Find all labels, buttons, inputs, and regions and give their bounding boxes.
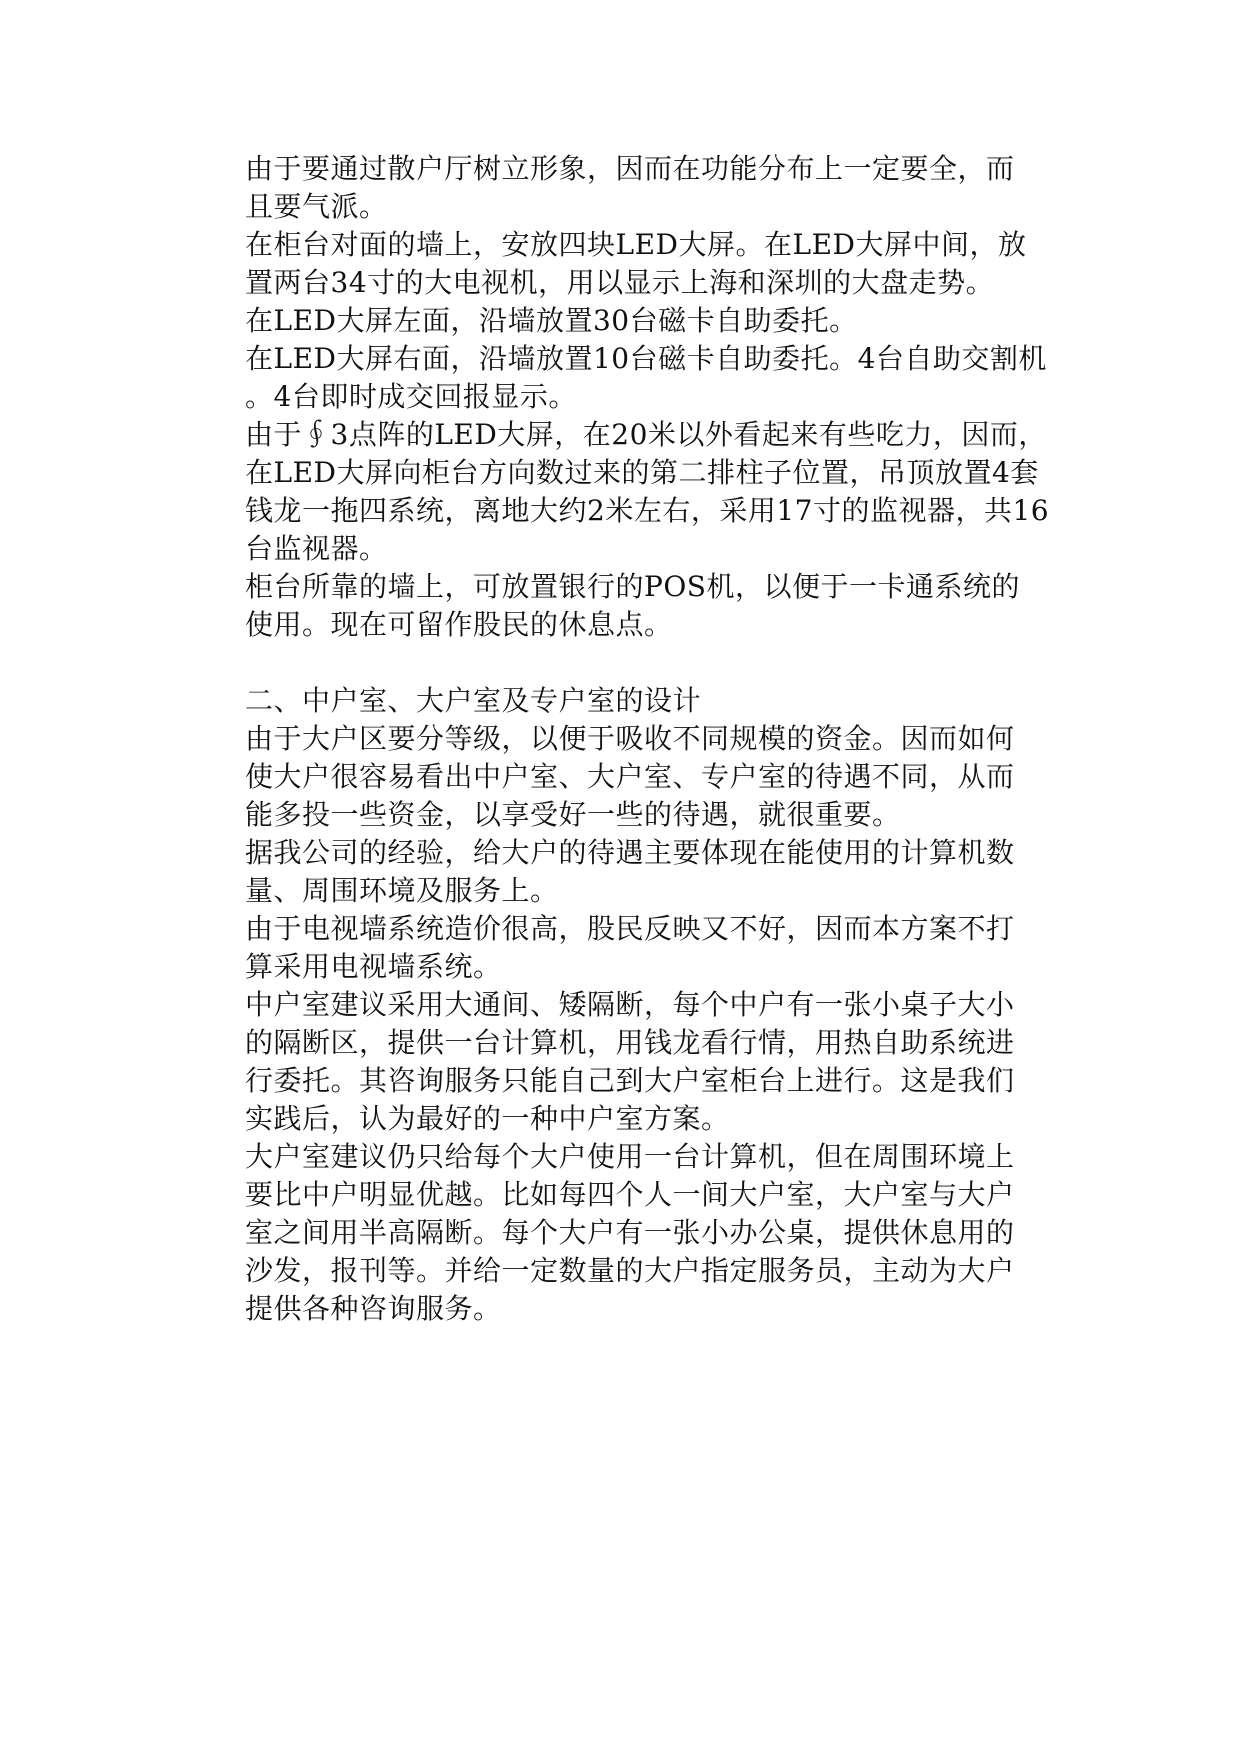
text-line: 能多投一些资金，以享受好一些的待遇，就很重要。: [245, 798, 901, 831]
text-line: 台监视器。: [245, 532, 388, 565]
text-line: 在LED大屏向柜台方向数过来的第二排柱子位置，吊顶放置4套: [245, 456, 1039, 489]
text-line: 由于电视墙系统造价很高，股民反映又不好，因而本方案不打: [245, 912, 1015, 945]
text-line: 大户室建议仍只给每个大户使用一台计算机，但在周围环境上: [245, 1140, 1015, 1173]
text-line: 沙发，报刊等。并给一定数量的大户指定服务员，主动为大户: [245, 1254, 1015, 1287]
text-line: 的隔断区，提供一台计算机，用钱龙看行情，用热自助系统进: [245, 1026, 1015, 1059]
section-heading: 二、中户室、大户室及专户室的设计: [245, 684, 702, 717]
text-line: 且要气派。: [245, 190, 388, 223]
text-line: 。4台即时成交回报显示。: [245, 380, 577, 413]
text-line: 在柜台对面的墙上，安放四块LED大屏。在LED大屏中间，放: [245, 228, 1027, 261]
text-line: 在LED大屏右面，沿墙放置10台磁卡自助委托。4台自助交割机: [245, 342, 1047, 375]
text-line: 据我公司的经验，给大户的待遇主要体现在能使用的计算机数: [245, 836, 1015, 869]
text-line: 在LED大屏左面，沿墙放置30台磁卡自助委托。: [245, 304, 858, 337]
text-line: 算采用电视墙系统。: [245, 950, 502, 983]
text-line: 置两台34寸的大电视机，用以显示上海和深圳的大盘走势。: [245, 266, 995, 299]
text-line: 使大户很容易看出中户室、大户室、专户室的待遇不同，从而: [245, 760, 1015, 793]
text-line: 提供各种咨询服务。: [245, 1292, 502, 1325]
text-line: 使用。现在可留作股民的休息点。: [245, 608, 673, 641]
text-line: 钱龙一拖四系统，离地大约2米左右，采用17寸的监视器，共16: [245, 494, 1050, 527]
text-line: 行委托。其咨询服务只能自己到大户室柜台上进行。这是我们: [245, 1064, 1015, 1097]
text-line: 由于∮3点阵的LED大屏，在20米以外看起来有些吃力，因而，: [245, 418, 1047, 451]
document-body: [245, 150, 1050, 1328]
text-line: 要比中户明显优越。比如每四个人一间大户室，大户室与大户: [245, 1178, 1015, 1211]
text-line: 室之间用半高隔断。每个大户有一张小办公桌，提供休息用的: [245, 1216, 1015, 1249]
text-line: 由于要通过散户厅树立形象，因而在功能分布上一定要全，而: [245, 152, 1015, 185]
text-line: 柜台所靠的墙上，可放置银行的POS机，以便于一卡通系统的: [245, 570, 1020, 603]
text-line: 量、周围环境及服务上。: [245, 874, 559, 907]
text-line: 实践后，认为最好的一种中户室方案。: [245, 1102, 730, 1135]
text-line: 中户室建议采用大通间、矮隔断，每个中户有一张小桌子大小: [245, 988, 1015, 1021]
text-line: 由于大户区要分等级，以便于吸收不同规模的资金。因而如何: [245, 722, 1015, 755]
blank-line: [245, 644, 1045, 682]
